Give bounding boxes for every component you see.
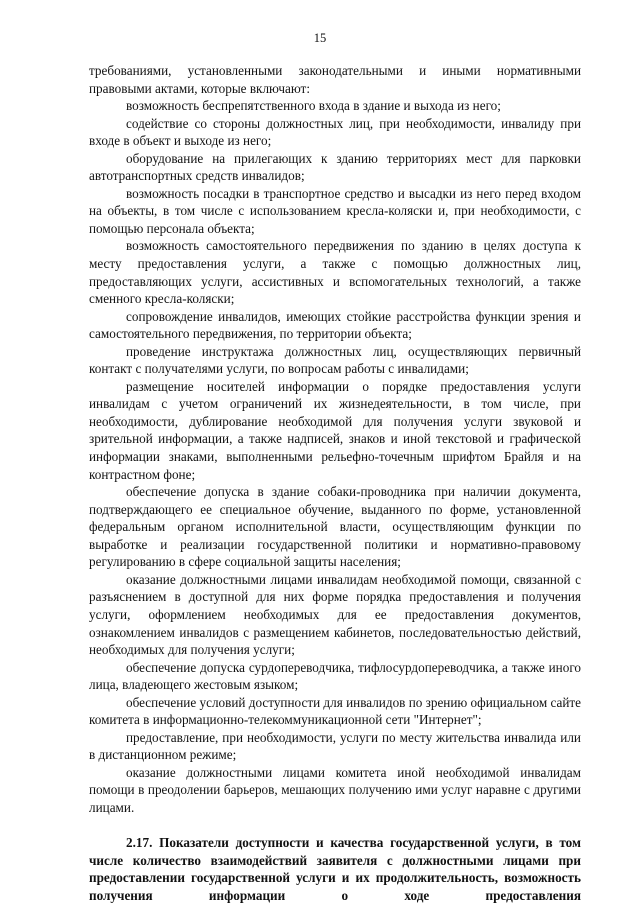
list-item: проведение инструктажа должностных лиц, осуществляющих первичный контакт с получателями услуги, по вопросам работы с инвалидами; (89, 343, 581, 377)
section-heading: 2.17. Показатели доступности и качества государственной услуги, в том числе количество взаимодействий заявителя с должностными лицами при предоставлении государственной услуги и их продолжительность, возможность получения информации о ходе предоставления (89, 835, 581, 903)
list-item: оборудование на прилегающих к зданию территориях мест для парковки автотранспортных средств инвалидов; (89, 150, 581, 184)
list-item: обеспечение условий доступности для инвалидов по зрению официальном сайте комитета в информационно-телекоммуникационной сети "Интернет"; (89, 694, 582, 728)
document-body (89, 62, 581, 904)
list-item: оказание должностными лицами комитета иной необходимой инвалидам помощи в преодолении барьеров, мешающих получению ими услуг наравне с другими лицами. (89, 764, 581, 815)
list-item: оказание должностными лицами инвалидам необходимой помощи, связанной с разъяснением в доступной для них форме порядка предоставления и получения услуги, оформлением необходимых для ее предоставления документов, ознакомлением инвалидов с размещением кабинетов, последовательностью действий, необходимых для получения услуги; (89, 571, 581, 658)
list-item: размещение носителей информации о порядке предоставления услуги инвалидам с учетом ограничений их жизнедеятельности, в том числе, при необходимости, дублирование необходимой для получения услуги звуковой и зрительной информации, а также надписей, знаков и иной текстовой и графической информации знаками, выполненными рельефно-точечным шрифтом Брайля и на контрастном фоне; (89, 378, 581, 482)
list-item: возможность посадки в транспортное средство и высадки из него перед входом на объекты, в том числе с использованием кресла-коляски и, при необходимости, с помощью персонала объекта; (89, 185, 581, 236)
list-item: возможность беспрепятственного входа в здание и выхода из него; (126, 98, 501, 114)
list-item: сопровождение инвалидов, имеющих стойкие расстройства функции зрения и самостоятельного передвижения, по территории объекта; (89, 308, 581, 342)
intro-paragraph: требованиями, установленными законодательными и иными нормативными правовыми актами, которые включают: (89, 63, 581, 96)
list-item: возможность самостоятельного передвижения по зданию в целях доступа к месту предоставления услуги, а также с помощью должностных лиц, предоставляющих услуги, ассистивных и вспомогательных технологий, а также сменного кресла-коляски; (89, 238, 581, 307)
page-number: 15 (313, 31, 327, 45)
list-item: содействие со стороны должностных лиц, при необходимости, инвалиду при входе в объект и выходе из него; (89, 115, 581, 149)
list-item: обеспечение допуска в здание собаки-проводника при наличии документа, подтверждающего ее специальное обучение, выданного по форме, установленной федеральным органом исполнительной власти, осуществляющим функции по выработке и реализации государственной политики и нормативно-правовому регулированию в сфере социальной защиты населения; (89, 484, 581, 570)
list-item: обеспечение допуска сурдопереводчика, тифлосурдопереводчика, а также иного лица, владеющего жестовым языком; (89, 659, 581, 693)
list-item: предоставление, при необходимости, услуги по месту жительства инвалида или в дистанционном режиме; (89, 729, 581, 763)
